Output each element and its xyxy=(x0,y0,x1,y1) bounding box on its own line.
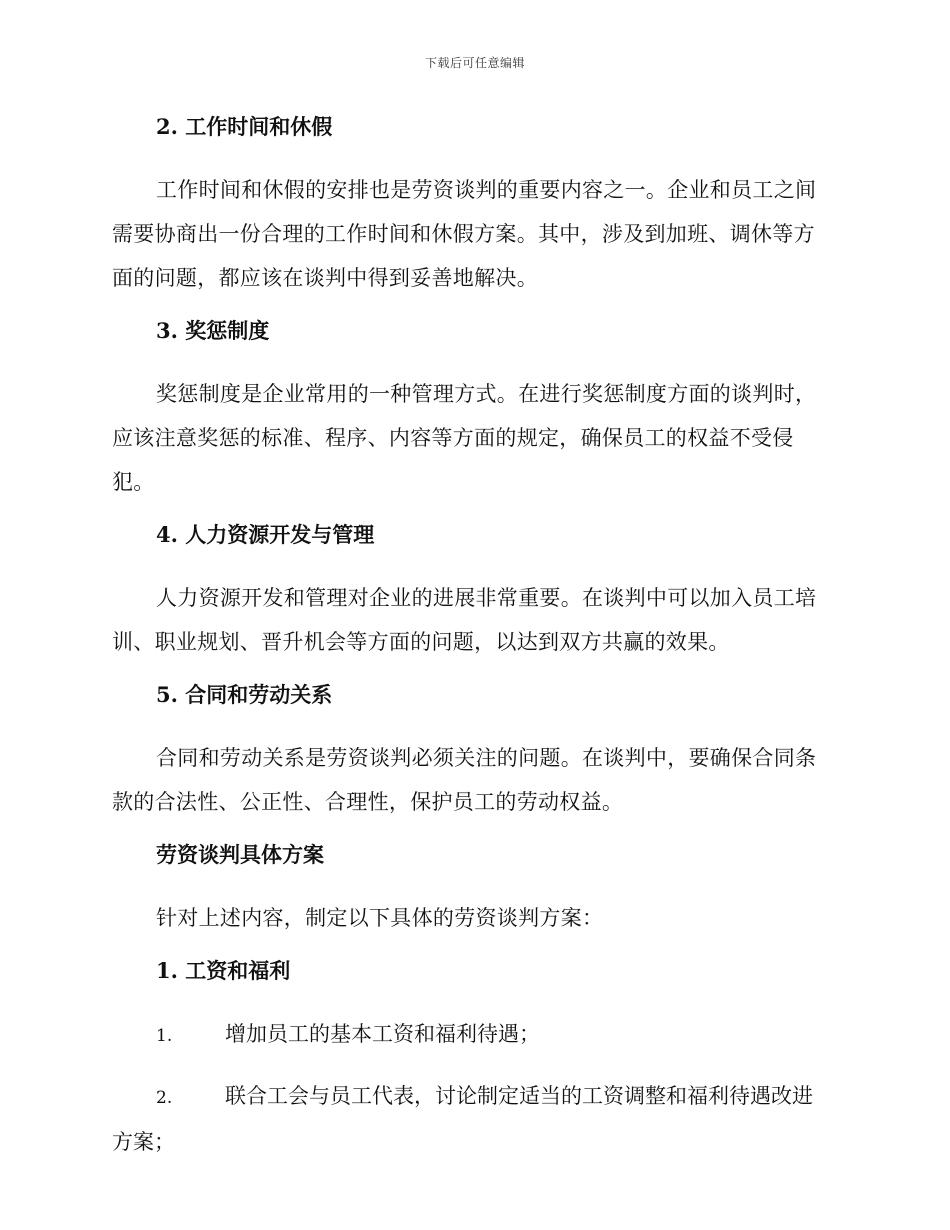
paragraph-line: 款的合法性、公正性、合理性，保护员工的劳动权益。 xyxy=(112,790,624,814)
list-item xyxy=(112,1012,834,1058)
paragraph-line: 训、职业规划、晋升机会等方面的问题，以达到双方共赢的效果。 xyxy=(112,630,730,654)
paragraph-line: 合同和劳动关系是劳资谈判必须关注的问题。在谈判中，要确保合同条 xyxy=(156,746,817,770)
page-header-note: 下载后可任意编辑 xyxy=(424,56,525,70)
list-item-text: 增加员工的基本工资和福利待遇； xyxy=(225,1022,540,1046)
plan-intro: 针对上述内容，制定以下具体的劳资谈判方案： xyxy=(156,906,604,930)
section-paragraph-hr-development xyxy=(112,576,834,664)
list-item-number: 2. xyxy=(156,1088,173,1108)
paragraph-line: 犯。 xyxy=(112,470,155,494)
paragraph-line: 奖惩制度是企业常用的一种管理方式。在进行奖惩制度方面的谈判时， xyxy=(156,382,817,406)
list-item-number: 1. xyxy=(156,1026,173,1046)
section-heading-contracts: 5. 合同和劳动关系 xyxy=(156,682,333,707)
list-item-continuation: 方案； xyxy=(112,1130,175,1154)
section-heading-rewards: 3. 奖惩制度 xyxy=(156,318,270,343)
paragraph-line: 应该注意奖惩的标准、程序、内容等方面的规定，确保员工的权益不受侵 xyxy=(112,426,794,450)
paragraph-line: 人力资源开发和管理对企业的进展非常重要。在谈判中可以加入员工培 xyxy=(156,586,817,610)
section-paragraph-work-time xyxy=(112,168,834,300)
list-item xyxy=(112,1074,834,1164)
document-body xyxy=(112,112,834,1164)
section-paragraph-contracts xyxy=(112,736,834,824)
section-heading-wages: 1. 工资和福利 xyxy=(156,958,291,983)
paragraph-line: 面的问题，都应该在谈判中得到妥善地解决。 xyxy=(112,266,538,290)
list-item-text: 联合工会与员工代表，讨论制定适当的工资调整和福利待遇改进 xyxy=(225,1084,813,1108)
section-heading-plan: 劳资谈判具体方案 xyxy=(156,842,324,867)
paragraph-line: 工作时间和休假的安排也是劳资谈判的重要内容之一。企业和员工之间 xyxy=(156,178,817,202)
section-paragraph-rewards xyxy=(112,372,834,504)
section-heading-hr-development: 4. 人力资源开发与管理 xyxy=(156,522,375,547)
paragraph-line: 需要协商出一份合理的工作时间和休假方案。其中，涉及到加班、调休等方 xyxy=(112,222,815,246)
section-heading-work-time: 2. 工作时间和休假 xyxy=(156,114,333,139)
